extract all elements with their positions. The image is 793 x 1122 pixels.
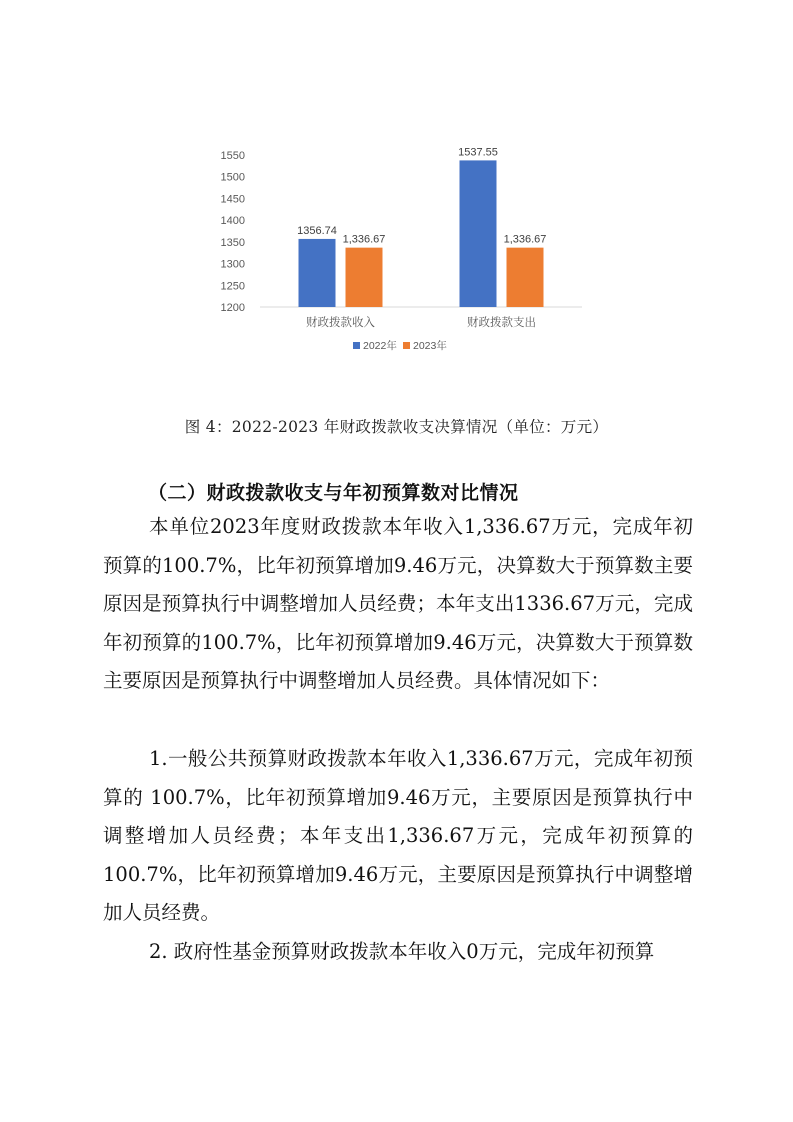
section-heading: （二）财政拨款收支与年初预算数对比情况 bbox=[148, 482, 519, 504]
y-tick-label: 1300 bbox=[220, 258, 245, 271]
figure-caption: 图 4：2022-2023 年财政拨款收支决算情况（单位：万元） bbox=[184, 418, 609, 436]
legend-label: 2022年 bbox=[363, 340, 397, 352]
data-label: 1,336.67 bbox=[503, 233, 547, 246]
y-tick-label: 1400 bbox=[220, 215, 245, 228]
x-tick-label: 财政拨款收入 bbox=[306, 317, 375, 329]
bar bbox=[346, 248, 383, 307]
paragraph-2: 1.一般公共预算财政拨款本年收入1,336.67万元，完成年初预算的 100.7%，比年初预算增加9.46万元，主要原因是预算执行中调整增加人员经费；本年支出1,336.67万元，完成年初预算的100.7%，比年初预算增加9.46万元，主要原因是预算执行中调整增加人员经费。 bbox=[103, 747, 693, 924]
budget-bar-chart bbox=[200, 135, 600, 365]
paragraph-1: 本单位2023年度财政拨款本年收入1,336.67万元，完成年初预算的100.7%，比年初预算增加9.46万元，决算数大于预算数主要原因是预算执行中调整增加人员经费；本年支出1336.67万元，完成年初预算的100.7%，比年初预算增加9.46万元，决算数大于预算数主要原因是预算执行中调整增加人员经费。具体情况如下： bbox=[103, 515, 693, 692]
data-label: 1537.55 bbox=[458, 146, 498, 159]
y-tick-label: 1200 bbox=[220, 302, 245, 314]
y-tick-label: 1500 bbox=[220, 171, 245, 184]
y-tick-label: 1250 bbox=[220, 280, 245, 293]
legend-swatch bbox=[353, 342, 360, 349]
y-tick-label: 1550 bbox=[220, 150, 245, 162]
x-tick-label: 财政拨款支出 bbox=[467, 317, 536, 329]
legend-label: 2023年 bbox=[413, 340, 447, 352]
y-tick-label: 1350 bbox=[220, 236, 245, 249]
paragraph-3: 2. 政府性基金预算财政拨款本年收入0万元，完成年初预算 bbox=[149, 940, 655, 963]
bar bbox=[507, 248, 544, 307]
data-label: 1,336.67 bbox=[342, 233, 386, 246]
legend-swatch bbox=[403, 342, 410, 349]
bar bbox=[299, 239, 336, 307]
data-label: 1356.74 bbox=[297, 224, 337, 237]
bar bbox=[460, 160, 497, 307]
y-tick-label: 1450 bbox=[220, 193, 245, 206]
